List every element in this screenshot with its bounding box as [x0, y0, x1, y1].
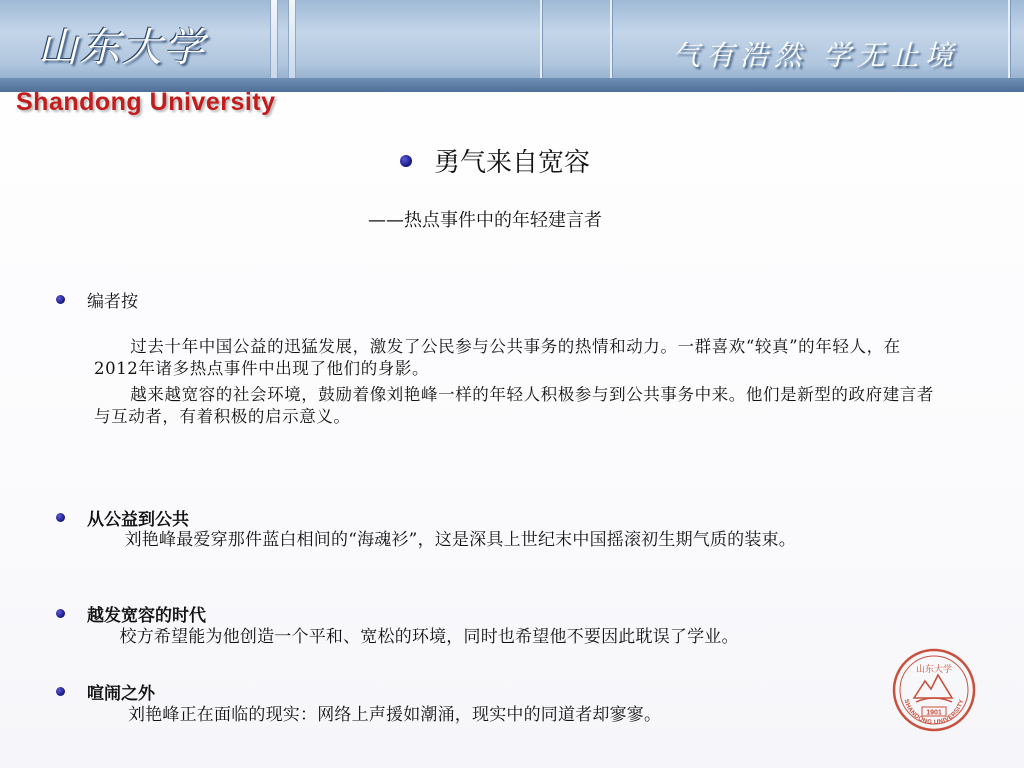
seal-english-text: SHANDONG UNIVERSITY	[902, 698, 966, 727]
title-text: 勇气来自宽容	[434, 148, 591, 178]
section-heading: 编者按	[87, 292, 138, 312]
university-name: Shandong University	[16, 88, 276, 116]
calligraphy-logo: 山东大学	[38, 25, 206, 71]
section-heading: 越发宽容的时代	[87, 606, 206, 626]
seal-name-text: 山东大学	[915, 665, 953, 675]
section-public-welfare	[56, 505, 189, 530]
section-editor-note	[56, 287, 138, 312]
paragraph: 过去十年中国公益的迅猛发展，激发了公民参与公共事务的热情和动力。一群喜欢“较真”的年轻人，在2012年诸多热点事件中出现了他们的身影。	[94, 337, 901, 378]
section-beyond-noise	[56, 679, 155, 704]
section-heading: 喧闹之外	[87, 684, 155, 704]
section-heading: 从公益到公共	[87, 510, 189, 530]
university-seal-icon	[892, 648, 976, 732]
bullet-icon	[56, 513, 65, 522]
university-motto: 气有浩然 学无止境	[672, 39, 959, 72]
bullet-icon	[56, 687, 65, 696]
paragraph: 刘艳峰正在面临的现实：网络上声援如潮涌，现实中的同道者却寥寥。	[128, 705, 662, 725]
paragraph: 校方希望能为他创造一个平和、宽松的环境，同时也希望他不要因此耽误了学业。	[119, 627, 739, 647]
section-tolerant-era	[56, 601, 206, 626]
seal-year-text: 1901	[926, 709, 942, 717]
bullet-icon	[400, 155, 412, 167]
slide-title	[400, 142, 590, 179]
bullet-icon	[56, 609, 65, 618]
slide-subtitle: ——热点事件中的年轻建言者	[368, 210, 602, 231]
paragraph: 刘艳峰最爱穿那件蓝白相间的“海魂衫”，这是深具上世纪末中国摇滚初生期气质的装束。	[124, 530, 796, 550]
header-banner	[0, 0, 1024, 92]
bullet-icon	[56, 295, 65, 304]
paragraph: 越来越宽容的社会环境，鼓励着像刘艳峰一样的年轻人积极参与到公共事务中来。他们是新型的政府建言者与互动者，有着积极的启示意义。	[94, 385, 934, 426]
